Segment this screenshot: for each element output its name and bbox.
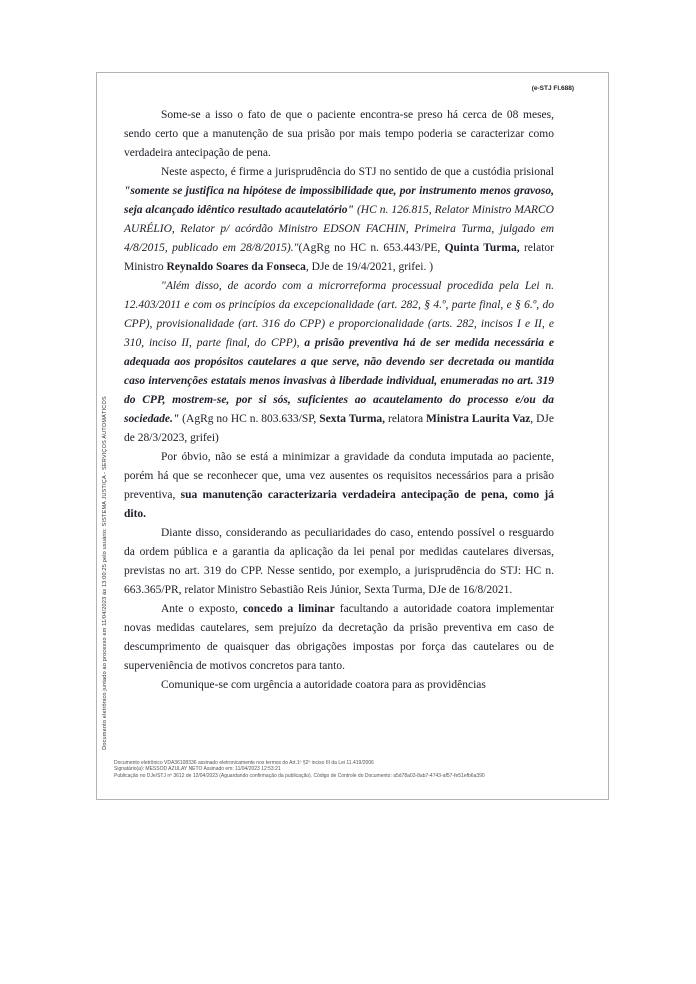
text-segment: sua manutenção caracterizaria verdadeira antecipação de pena, como já dito.: [124, 489, 554, 520]
paragraph: [124, 600, 554, 676]
paragraph: [124, 448, 554, 524]
text-segment: a prisão preventiva há de ser medida necessária e adequada aos propósitos cautelares a que serve, não devendo ser decretada ou mantida caso intervenções estatais menos invasivas à liberdade individual, enumeradas no art. 319 do CPP, mostrem-se, por si sós, suficientes ao acautelamento do processo e/ou da sociedade.": [124, 337, 554, 425]
paragraph: [124, 106, 554, 163]
text-segment: facultando a autoridade coatora implementar novas medidas cautelares, sem prejuízo da decretação da prisão preventiva em caso de descumprimento de quaisquer das obrigações impostas por força das cautelares ou de superveniência de motivos concretos para tanto.: [124, 603, 554, 672]
text-segment: Ante o exposto,: [161, 603, 243, 615]
paragraph: [124, 277, 554, 448]
text-segment: Sexta Turma,: [319, 413, 386, 425]
text-segment: Diante disso, considerando as peculiaridades do caso, entendo possível o resguardo da ordem pública e a garantia da aplicação da lei penal por medidas cautelares diversas, previstas no art. 319 do CPP. Nesse sentido, por exemplo, a jurisprudência do STJ: HC n. 663.365/PR, relator Ministro Sebastião Reis Júnior, Sexta Turma, DJe de 16/8/2021.: [124, 527, 554, 596]
text-segment: (AgRg no HC n. 653.443/PE,: [298, 242, 445, 254]
text-segment: "Além disso, de acordo com a microrreforma processual procedida pela Lei n. 12.403/2011 e com os princípios da excepcionalidade (art. 282, § 4.º, parte final, e § 6.º, do CPP), provisionalidade (art. 316 do CPP) e proporcionalidade (arts. 282, incisos I e II, e 310, inciso II, parte final, do CPP),: [124, 280, 554, 349]
footer-line-signature: Documento eletrônico VDA36108336 assinado eletronicamente nos termos do Art.1º §2º inciso III da Lei 11.419/2006: [114, 759, 374, 766]
text-segment: Quinta Turma,: [444, 242, 520, 254]
document-body: [124, 106, 554, 695]
paragraph: [124, 676, 554, 695]
text-segment: Por óbvio, não se está a minimizar a gravidade da conduta imputada ao paciente, porém há que se reconhecer que, uma vez ausentes os requisitos necessários para a prisão preventiva,: [124, 451, 554, 501]
text-segment: relatora: [385, 413, 427, 425]
document-page: [96, 72, 609, 800]
text-segment: Ministra Laurita Vaz: [426, 413, 531, 425]
text-segment: Comunique-se com urgência a autoridade coatora para as providências: [161, 679, 486, 691]
text-segment: "somente se justifica na hipótese de impossibilidade que, por instrumento menos gravoso, seja alcançado idêntico resultado acautelatório": [124, 185, 554, 216]
text-segment: Reynaldo Soares da Fonseca: [166, 261, 306, 273]
electronic-filing-stamp: Documento eletrônico juntado ao processo em 11/04/2023 às 13:00:25 pelo usuário: SISTEMA JUSTIÇA - SERVIÇOS AUTOMÁTICOS: [102, 396, 108, 750]
footer-line-signer: Signatário(a): MESSOD AZULAY NETO Assinado em: 11/04/2023 12:53:21: [114, 766, 281, 773]
text-segment: relator Ministro: [124, 242, 554, 273]
text-segment: (AgRg no HC n. 803.633/SP,: [179, 413, 320, 425]
text-segment: Neste aspecto, é firme a jurisprudência do STJ no sentido de que a custódia prisional: [161, 166, 554, 178]
text-segment: , DJe de 28/3/2023, grifei): [124, 413, 554, 444]
paragraph: [124, 163, 554, 277]
text-segment: concedo a liminar: [242, 603, 335, 615]
footer-line-publication: Publicação no DJe/STJ nº 3612 de 12/04/2023 (Aguardando confirmação da publicação). Código de Controle do Documento: a5d78a03-8ab7-4743-af57-fe51efb6a390: [114, 772, 485, 779]
folio-label: (e-STJ Fl.688): [531, 85, 574, 92]
text-segment: , DJe de 19/4/2021, grifei. ): [305, 261, 434, 273]
paragraph: [124, 524, 554, 600]
signature-footer: [114, 760, 485, 779]
text-segment: Some-se a isso o fato de que o paciente encontra-se preso há cerca de 08 meses, sendo certo que a manutenção de sua prisão por mais tempo poderia se caracterizar como verdadeira antecipação de pena.: [124, 109, 554, 159]
text-segment: (HC n. 126.815, Relator Ministro MARCO AURÉLIO, Relator p/ acórdão Ministro EDSON FACHIN, Primeira Turma, julgado em 4/8/2015, publicado em 28/8/2015).": [124, 204, 554, 254]
